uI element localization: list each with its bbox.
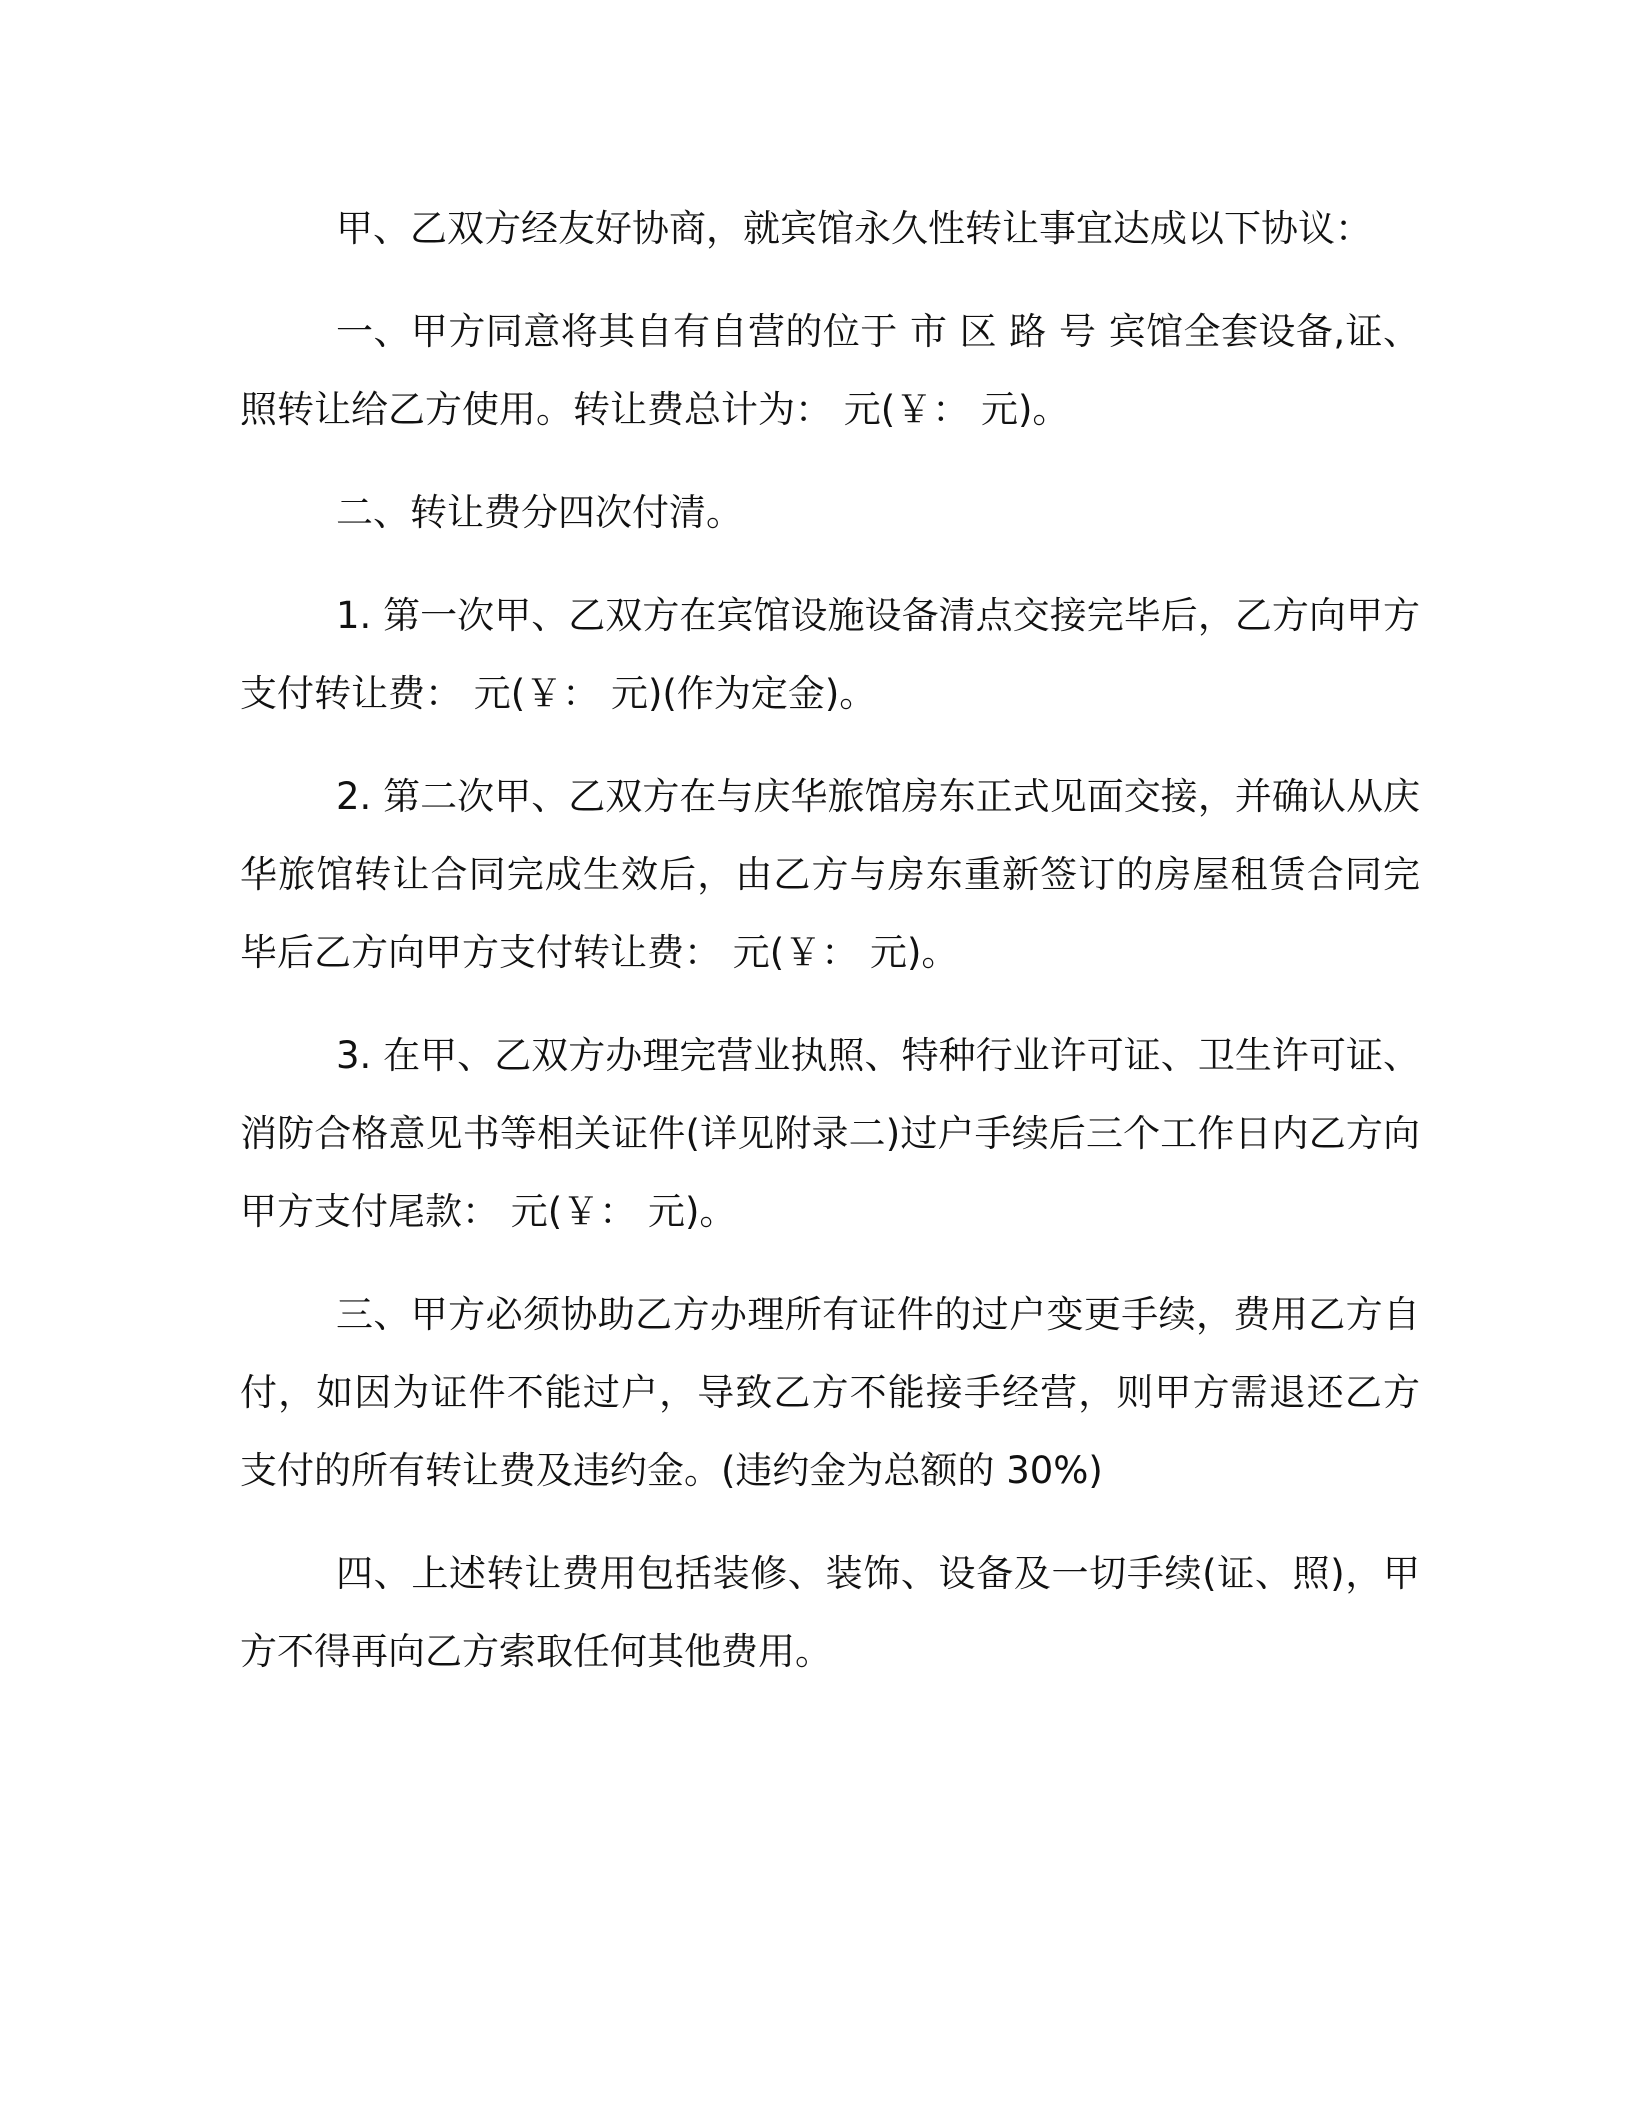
clause-4-paragraph: 四、上述转让费用包括装修、装饰、设备及一切手续(证、照)，甲方不得再向乙方索取任何其他费用。 [240,1552,1420,1673]
payment-3-paragraph: 3. 在甲、乙双方办理完营业执照、特种行业许可证、卫生许可证、消防合格意见书等相关证件(详见附录二)过户手续后三个工作日内乙方向甲方支付尾款： 元(￥： 元)。 [240,1034,1420,1233]
payment-1-paragraph: 1. 第一次甲、乙双方在宾馆设施设备清点交接完毕后，乙方向甲方支付转让费： 元(￥： 元)(作为定金)。 [240,594,1420,715]
clause-2-paragraph: 二、转让费分四次付清。 [336,491,743,534]
clause-3-paragraph: 三、甲方必须协助乙方办理所有证件的过户变更手续，费用乙方自付，如因为证件不能过户，导致乙方不能接手经营，则甲方需退还乙方支付的所有转让费及违约金。(违约金为总额的 30%) [240,1293,1420,1492]
clause-1-paragraph: 一、甲方同意将其自有自营的位于 市 区 路 号 宾馆全套设备,证、照转让给乙方使用。转让费总计为： 元(￥： 元)。 [240,310,1420,431]
payment-2-paragraph: 2. 第二次甲、乙双方在与庆华旅馆房东正式见面交接，并确认从庆华旅馆转让合同完成生效后，由乙方与房东重新签订的房屋租赁合同完毕后乙方向甲方支付转让费： 元(￥： 元)。 [240,775,1420,974]
document-body [240,190,1420,1691]
intro-paragraph: 甲、乙双方经友好协商，就宾馆永久性转让事宜达成以下协议： [336,207,1372,250]
